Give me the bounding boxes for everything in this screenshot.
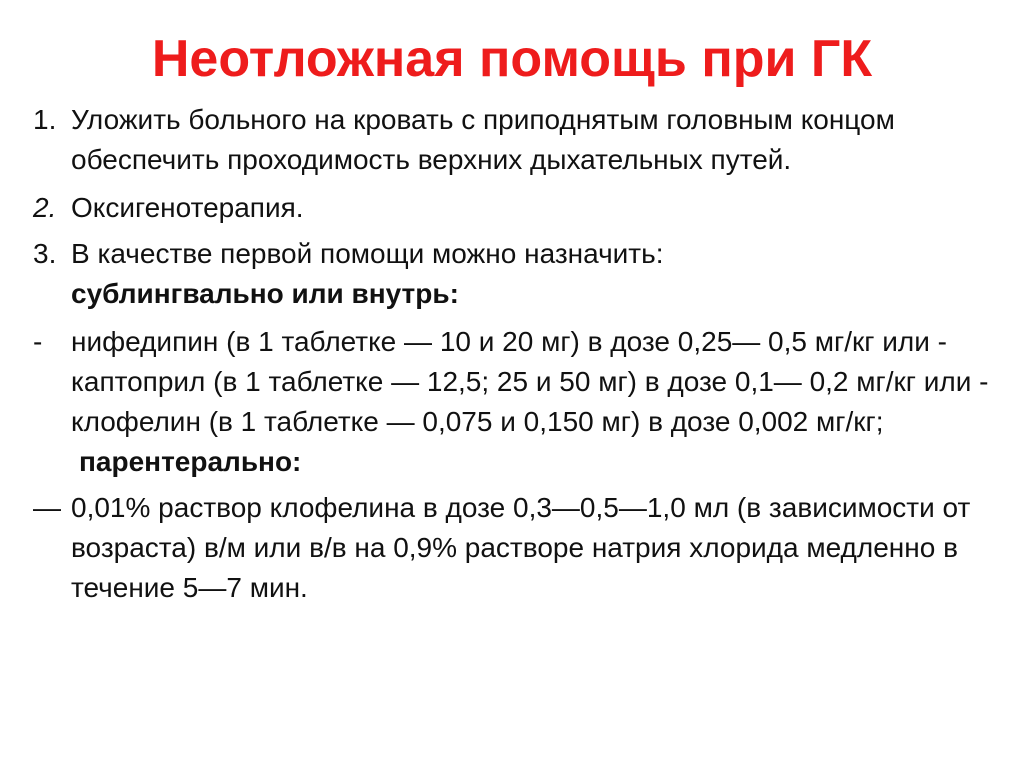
- parenteral-drug-item: [33, 488, 993, 608]
- list-item-2-text: Оксигенотерапия.: [71, 192, 304, 223]
- parenteral-drug-marker: —: [33, 492, 61, 523]
- list-marker-2: 2.: [33, 192, 57, 223]
- route-parenteral-heading: парентерально:: [79, 446, 302, 477]
- list-item-2: [33, 188, 993, 228]
- slide-title: Неотложная помощь при ГК: [151, 30, 873, 88]
- parenteral-drug-text: 0,01% раствор клофелина в дозе 0,3—0,5—1,0 мл (в зависимости от возраста) в/м или в/в на 0,9% растворе натрия хлорида медленно в течение 5—7 мин.: [71, 492, 971, 603]
- oral-drugs-text: нифедипин (в 1 таблетке — 10 и 20 мг) в дозе 0,25— 0,5 мг/кг или - каптоприл (в 1 таблетке — 12,5; 25 и 50 мг) в дозе 0,1— 0,2 мг/кг или - клофелин (в 1 таблетке — 0,075 и 0,150 мг) в дозе 0,002 мг/кг;: [71, 326, 989, 437]
- route-oral-heading: сублингвально или внутрь:: [71, 278, 459, 309]
- oral-drugs-marker: -: [33, 326, 43, 357]
- list-item-3: [33, 234, 993, 274]
- slide-body: [33, 100, 993, 608]
- list-item-1: [33, 100, 993, 180]
- list-item-1-text: Уложить больного на кровать с приподнятым головным концом обеспечить проходимость верхних дыхательных путей.: [71, 104, 895, 175]
- list-marker-3: 3.: [33, 238, 57, 269]
- list-marker-1: 1.: [33, 104, 57, 135]
- oral-drugs-item: [33, 322, 993, 442]
- list-item-3-text: В качестве первой помощи можно назначить:: [71, 238, 664, 269]
